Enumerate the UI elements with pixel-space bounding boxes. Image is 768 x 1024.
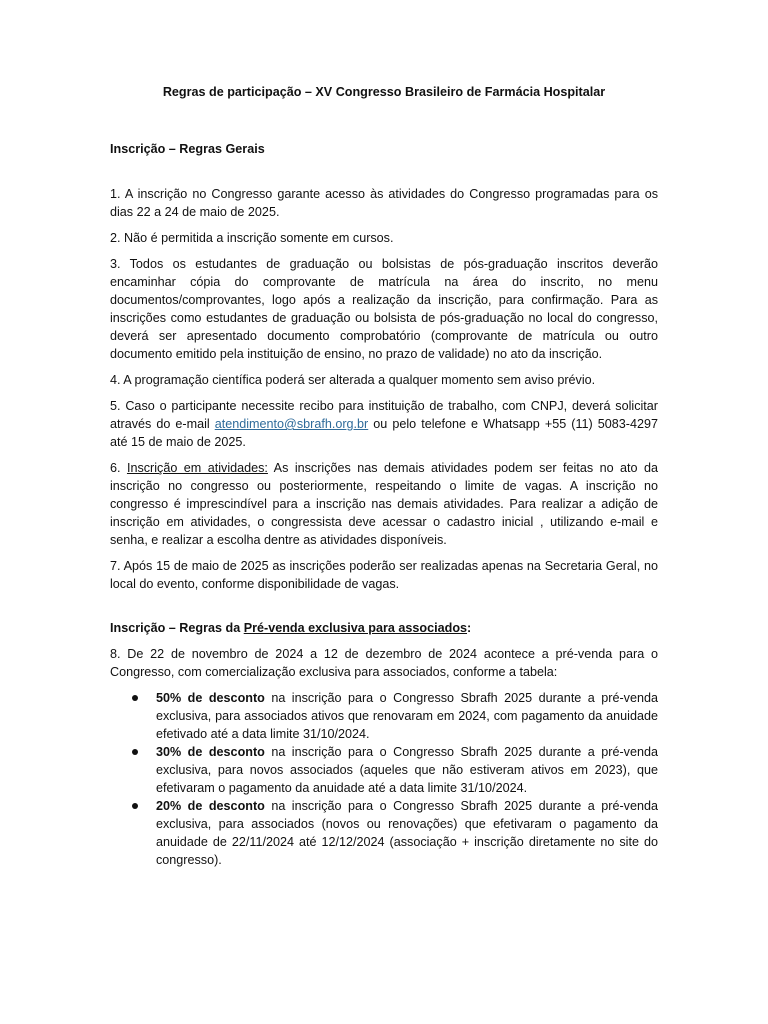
discount-text: na inscrição para o Congresso Sbrafh 2025 durante a pré-venda exclusiva, para novos associados (aqueles que não estiveram ativos em 2023), que efetivaram o pagamento da anuidade até a data limite 31/10/2024.	[156, 745, 658, 795]
bullet-icon	[132, 749, 138, 755]
rule-7: 7. Após 15 de maio de 2025 as inscrições poderão ser realizadas apenas na Secretaria Geral, no local do evento, conforme disponibilidade de vagas.	[110, 559, 658, 591]
rule-6-text: As inscrições nas demais atividades podem ser feitas no ato da inscrição no congresso ou posteriormente, respeitando o limite de vagas. A inscrição no congresso é imprescindível para a inscrição nas demais atividades. Para realizar a adição de inscrição em atividades, o congressista deve acessar o cadastro inicial , utilizando e-mail e senha, e realizar a escolha dentre as atividades disponíveis.	[110, 461, 658, 547]
rule-8: 8. De 22 de novembro de 2024 a 12 de dezembro de 2024 acontece a pré-venda para o Congresso, com comercialização exclusiva para associados, conforme a tabela:	[110, 647, 658, 679]
document-title: Regras de participação – XV Congresso Brasileiro de Farmácia Hospitalar	[162, 85, 606, 99]
discount-list	[110, 689, 658, 869]
rule-6-number: 6.	[110, 461, 127, 475]
rule-6	[110, 459, 658, 549]
list-item	[110, 797, 658, 869]
discount-label: 50% de desconto	[156, 691, 265, 705]
bullet-icon	[132, 803, 138, 809]
email-link[interactable]: atendimento@sbrafh.org.br	[214, 417, 369, 431]
rule-1: 1. A inscrição no Congresso garante acesso às atividades do Congresso programadas para os dias 22 a 24 de maio de 2025.	[110, 187, 658, 219]
rule-3: 3. Todos os estudantes de graduação ou bolsistas de pós-graduação inscritos deverão encaminhar cópia do comprovante de matrícula na área do inscrito, no menu documentos/comprovantes, logo após a realização da inscrição, para confirmação. Para as inscrições como estudantes de graduação ou bolsista de pós-graduação no local do congresso, deverá ser apresentado documento comprobatório (comprovante de matrícula ou outro documento emitido pela instituição de ensino, no prazo de validade) no ato da inscrição.	[110, 257, 658, 361]
presale-heading-prefix: Inscrição – Regras da	[110, 621, 244, 635]
section-heading-presale	[110, 619, 658, 637]
discount-label: 30% de desconto	[156, 745, 265, 759]
discount-label: 20% de desconto	[156, 799, 265, 813]
document-body	[110, 83, 658, 869]
discount-text: na inscrição para o Congresso Sbrafh 2025 durante a pré-venda exclusiva, para associados ativos que renovaram em 2024, com pagamento da anuidade efetivado até a data limite 31/10/2024.	[156, 691, 658, 741]
list-item	[110, 689, 658, 743]
discount-text: na inscrição para o Congresso Sbrafh 2025 durante a pré-venda exclusiva, para associados (novos ou renovações) que efetivaram o pagamento da anuidade de 22/11/2024 até 12/12/2024 (associação + inscrição diretamente no site do congresso).	[156, 799, 658, 867]
rule-2: 2. Não é permitida a inscrição somente em cursos.	[110, 231, 394, 245]
bullet-icon	[132, 695, 138, 701]
rule-4: 4. A programação científica poderá ser alterada a qualquer momento sem aviso prévio.	[110, 373, 596, 387]
rule-5-text-after: ou pelo telefone e Whatsapp +55 (11) 5083-4297 até 15 de maio de 2025.	[110, 417, 658, 449]
section-heading-general: Inscrição – Regras Gerais	[110, 142, 265, 156]
rule-5-text-before: 5. Caso o participante necessite recibo para instituição de trabalho, com CNPJ, deverá solicitar através do e-mail	[110, 399, 658, 431]
rule-6-label: Inscrição em atividades:	[126, 461, 268, 475]
list-item	[110, 743, 658, 797]
presale-heading-underlined: Pré-venda exclusiva para associados	[243, 621, 468, 635]
rule-5	[110, 397, 658, 451]
presale-heading-suffix: :	[467, 621, 472, 635]
